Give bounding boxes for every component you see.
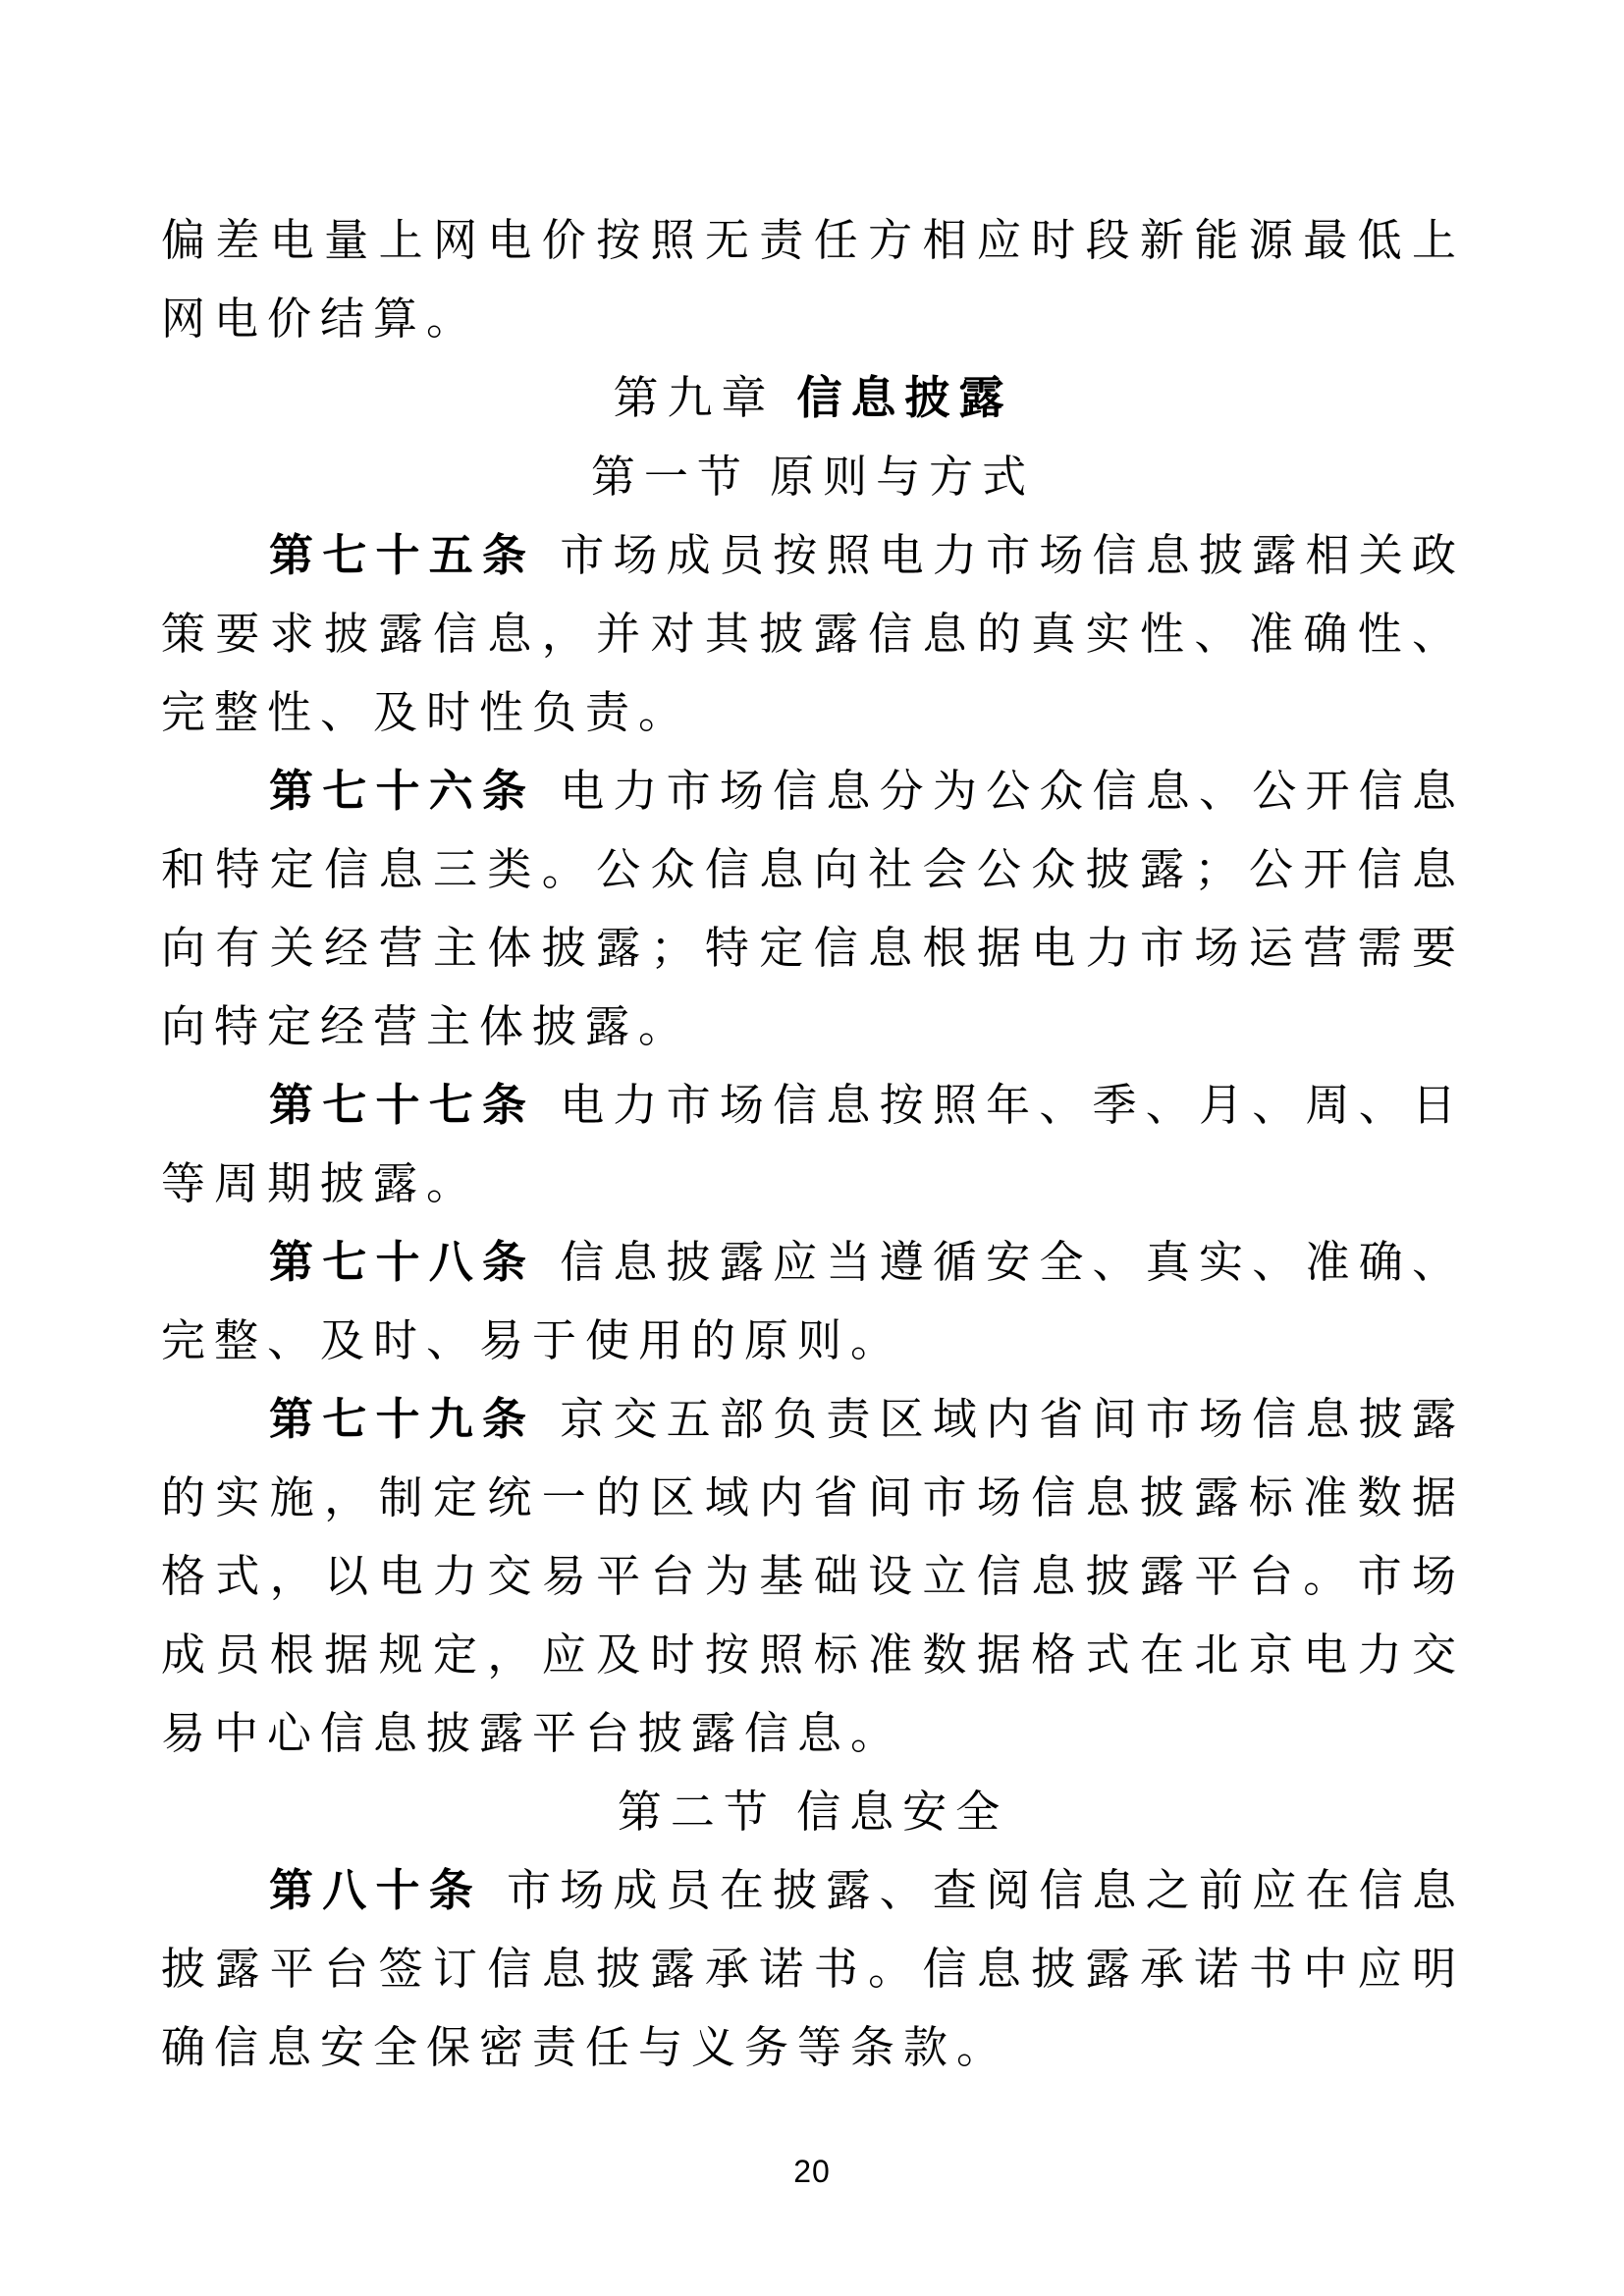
article-paragraph-77 <box>161 1066 1465 1223</box>
article-number-79: 第七十九条 <box>269 1395 536 1444</box>
chapter-title: 信息披露 <box>796 372 1013 423</box>
article-text-79: 京交五部负责区域内省间市场信息披露的实施，制定统一的区域内省间市场信息披露标准数据格式，以电力交易平台为基础设立信息披露平台。市场成员根据规定，应及时按照标准数据格式在北京电力交易中心信息披露平台披露信息。 <box>161 1395 1465 1758</box>
article-number-77: 第七十七条 <box>269 1081 536 1130</box>
article-paragraph-80 <box>161 1851 1465 2087</box>
chapter-number: 第九章 <box>613 373 776 423</box>
article-paragraph-78 <box>161 1223 1465 1380</box>
article-number-76: 第七十六条 <box>269 767 536 816</box>
article-number-78: 第七十八条 <box>269 1238 536 1287</box>
page-number: 20 <box>793 2154 831 2189</box>
chapter-heading <box>161 358 1465 438</box>
article-paragraph-76 <box>161 752 1465 1066</box>
article-text-78: 信息披露应当遵循安全、真实、准确、完整、及时、易于使用的原则。 <box>161 1238 1465 1365</box>
article-text-80: 市场成员在披露、查阅信息之前应在信息披露平台签订信息披露承诺书。信息披露承诺书中应明确信息安全保密责任与义务等条款。 <box>161 1866 1465 2072</box>
article-text-76: 电力市场信息分为公众信息、公开信息和特定信息三类。公众信息向社会公众披露；公开信息向有关经营主体披露；特定信息根据电力市场运营需要向特定经营主体披露。 <box>161 767 1465 1051</box>
article-text-77: 电力市场信息按照年、季、月、周、日等周期披露。 <box>161 1081 1465 1208</box>
document-body <box>161 201 1465 2087</box>
article-number-75: 第七十五条 <box>269 531 536 580</box>
section-heading-information-security: 第二节 信息安全 <box>617 1788 1009 1837</box>
section-heading-principles: 第一节 原则与方式 <box>590 453 1036 502</box>
continuation-paragraph: 偏差电量上网电价按照无责任方相应时段新能源最低上网电价结算。 <box>161 216 1465 344</box>
article-paragraph-75 <box>161 516 1465 752</box>
article-text-75: 市场成员按照电力市场信息披露相关政策要求披露信息，并对其披露信息的真实性、准确性、完整性、及时性负责。 <box>161 531 1465 737</box>
article-number-80: 第八十条 <box>269 1866 482 1915</box>
article-paragraph-79 <box>161 1380 1465 1773</box>
